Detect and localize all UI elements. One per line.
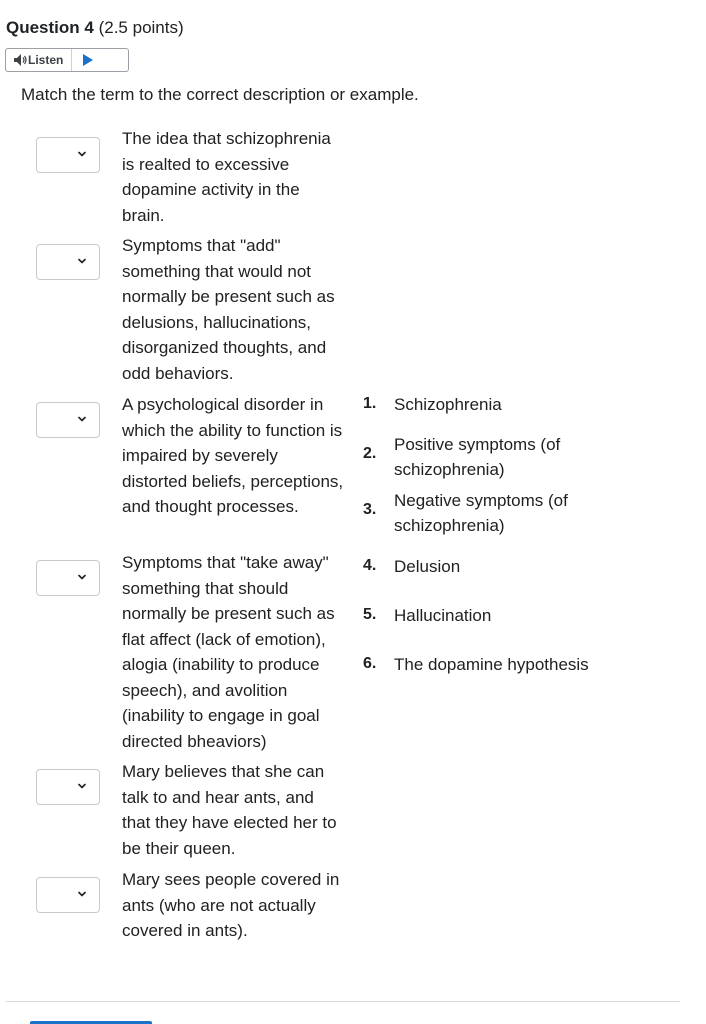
answer-number: 3. [363, 501, 377, 518]
match-select-6[interactable] [36, 877, 100, 913]
answer-text: The dopamine hypothesis [394, 655, 589, 674]
chevron-down-icon [78, 150, 86, 158]
answer-number: 5. [363, 606, 377, 623]
speaker-icon [14, 54, 28, 66]
chevron-down-icon [78, 782, 86, 790]
chevron-down-icon [78, 890, 86, 898]
match-select-5[interactable] [36, 769, 100, 805]
instruction-text: Match the term to the correct description or example. [21, 85, 419, 104]
description-6: Mary sees people covered in ants (who are not actually covered in ants). [122, 870, 340, 940]
question-header [6, 17, 184, 39]
chevron-down-icon [78, 573, 86, 581]
description-2: Symptoms that "add" something that would not normally be present such as delusions, hallucinations, disorganized thoughts, and odd behaviors. [122, 236, 335, 383]
match-select-2[interactable] [36, 244, 100, 280]
answer-text: Positive symptoms (of schizophrenia) [394, 435, 561, 479]
description-3: A psychological disorder in which the ability to function is impaired by severely distorted beliefs, perceptions, and thought processes. [122, 395, 344, 516]
question-title: Question 4 [6, 18, 94, 37]
description-1: The idea that schizophrenia is realted to excessive dopamine activity in the brain. [122, 129, 331, 225]
answer-text: Hallucination [394, 606, 492, 625]
answer-text: Negative symptoms (of schizophrenia) [394, 491, 568, 535]
answer-text: Schizophrenia [394, 395, 502, 414]
listen-control [5, 48, 129, 72]
listen-button[interactable] [6, 49, 72, 71]
answer-number: 1. [363, 395, 377, 412]
listen-label: Listen [28, 53, 64, 67]
answer-number: 6. [363, 655, 377, 672]
answer-text: Delusion [394, 557, 461, 576]
section-divider [6, 1001, 680, 1002]
chevron-down-icon [78, 257, 86, 265]
chevron-down-icon [78, 415, 86, 423]
answer-number: 2. [363, 445, 377, 462]
match-select-4[interactable] [36, 560, 100, 596]
match-select-1[interactable] [36, 137, 100, 173]
play-icon[interactable] [83, 54, 93, 66]
question-points: (2.5 points) [98, 18, 184, 37]
description-4: Symptoms that "take away" something that should normally be present such as flat affect (lack of emotion), alogia (inability to produce speech), and avolition (inability to engage in goal directed bheaviors) [122, 553, 335, 751]
answer-number: 4. [363, 557, 377, 574]
match-select-3[interactable] [36, 402, 100, 438]
description-5: Mary believes that she can talk to and hear ants, and that they have elected her to be their queen. [122, 762, 337, 858]
